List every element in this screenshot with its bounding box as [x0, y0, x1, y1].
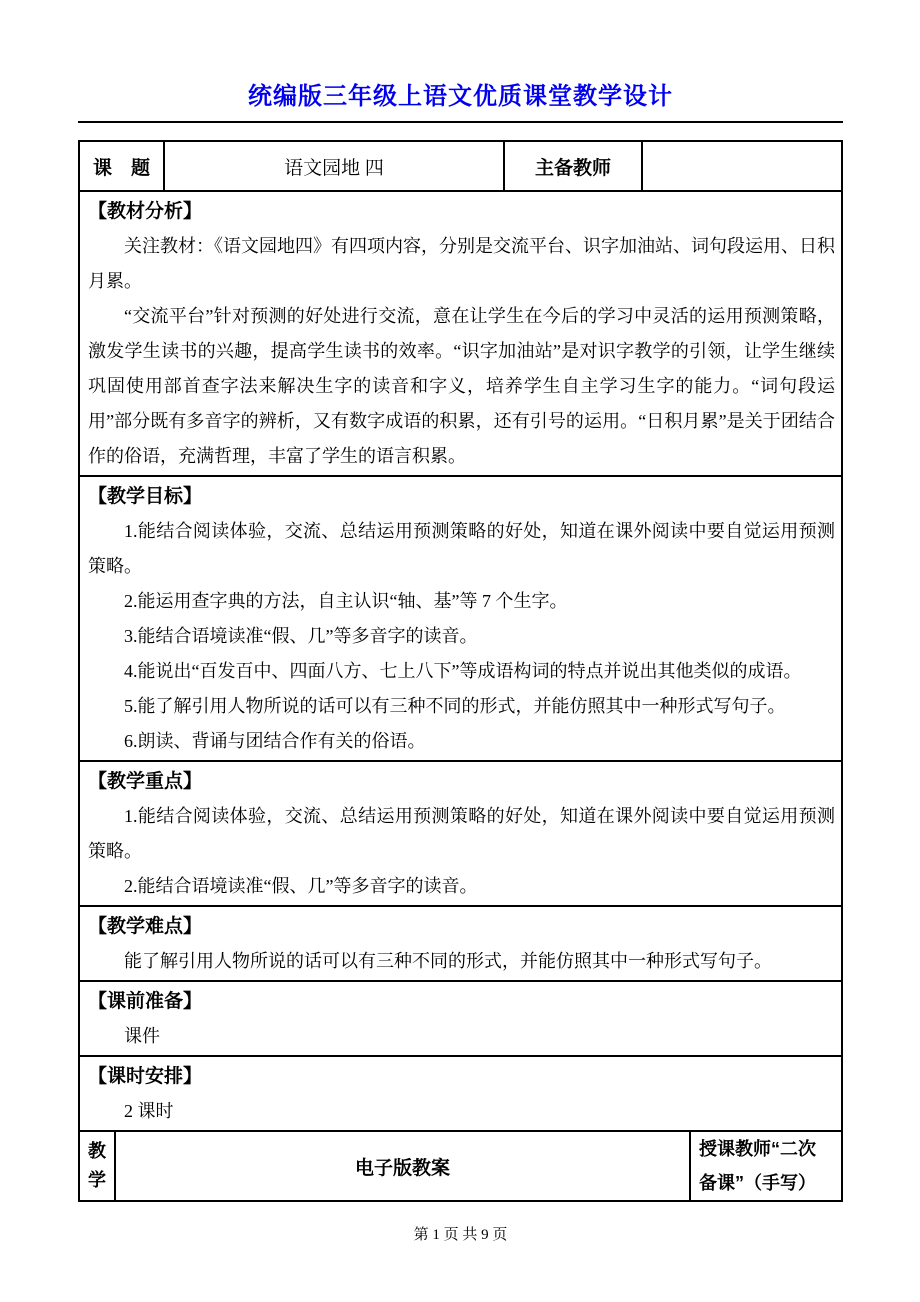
section-teaching-difficulty	[80, 905, 841, 980]
objective-item: 1.能结合阅读体验，交流、总结运用预测策略的好处，知道在课外阅读中要自觉运用预测策略。	[88, 521, 835, 576]
table-row-teaching-plan	[80, 1130, 841, 1200]
difficulty-item: 能了解引用人物所说的话可以有三种不同的形式，并能仿照其中一种形式写句子。	[124, 951, 772, 971]
table-row-course-title	[80, 142, 841, 190]
lesson-plan-table	[78, 140, 843, 1202]
section-teaching-objectives	[80, 475, 841, 760]
section-lesson-schedule	[80, 1055, 841, 1130]
second-prep-cell	[691, 1132, 841, 1200]
heading-teaching-focus: 【教学重点】	[88, 771, 203, 792]
heading-lesson-schedule: 【课时安排】	[88, 1066, 203, 1087]
teaching-label-cell	[80, 1132, 116, 1200]
doc-title: 统编版三年级上语文优质课堂教学设计	[248, 83, 673, 110]
objective-item: 3.能结合语境读准“假、几”等多音字的读音。	[124, 626, 478, 646]
section-teaching-focus	[80, 760, 841, 905]
heading-teaching-objectives: 【教学目标】	[88, 486, 203, 507]
focus-item: 1.能结合阅读体验，交流、总结运用预测策略的好处，知道在课外阅读中要自觉运用预测策略。	[88, 806, 835, 861]
course-label-cell: 课 题	[80, 142, 165, 190]
focus-item: 2.能结合语境读准“假、几”等多音字的读音。	[124, 876, 478, 896]
schedule-item: 2 课时	[124, 1101, 174, 1121]
teaching-label-char: 教	[88, 1141, 106, 1161]
course-value-cell: 语文园地 四	[165, 142, 505, 190]
objective-item: 5.能了解引用人物所说的话可以有三种不同的形式，并能仿照其中一种形式写句子。	[124, 696, 786, 716]
heading-teaching-difficulty: 【教学难点】	[88, 916, 203, 937]
heading-class-preparation: 【课前准备】	[88, 991, 203, 1012]
prep-teacher-label-cell: 主备教师	[505, 142, 643, 190]
objective-item: 4.能说出“百发百中、四面八方、七上八下”等成语构词的特点并说出其他类似的成语。	[124, 661, 802, 681]
electronic-plan-cell: 电子版教案	[116, 1132, 691, 1200]
prep-teacher-value-cell	[643, 142, 841, 190]
objective-item: 2.能运用查字典的方法，自主认识“轴、基”等 7 个生字。	[124, 591, 568, 611]
doc-header	[78, 82, 843, 123]
document-content	[78, 0, 843, 1244]
heading-material-analysis: 【教材分析】	[88, 201, 203, 222]
section-class-preparation	[80, 980, 841, 1055]
material-analysis-paragraph: 关注教材：《语文园地四》有四项内容，分别是交流平台、识字加油站、词句段运用、日积月累。	[88, 236, 835, 291]
material-analysis-paragraph: “交流平台”针对预测的好处进行交流，意在让学生在今后的学习中灵活的运用预测策略，激发学生读书的兴趣，提高学生读书的效率。“识字加油站”是对识字教学的引领，让学生继续巩固使用部首查字法来解决生字的读音和字义，培养学生自主学习生字的能力。“词句段运用”部分既有多音字的辨析，又有数字成语的积累，还有引号的运用。“日积月累”是关于团结合作的俗语，充满哲理，丰富了学生的语言积累。	[88, 306, 835, 466]
preparation-item: 课件	[124, 1026, 160, 1046]
section-material-analysis	[80, 190, 841, 475]
objective-item: 6.朗读、背诵与团结合作有关的俗语。	[124, 731, 426, 751]
page-number: 第 1 页 共 9 页	[413, 1227, 508, 1243]
teaching-label-char: 学	[88, 1170, 106, 1190]
second-prep-text: 授课教师“二次备课”（手写）	[699, 1139, 816, 1193]
